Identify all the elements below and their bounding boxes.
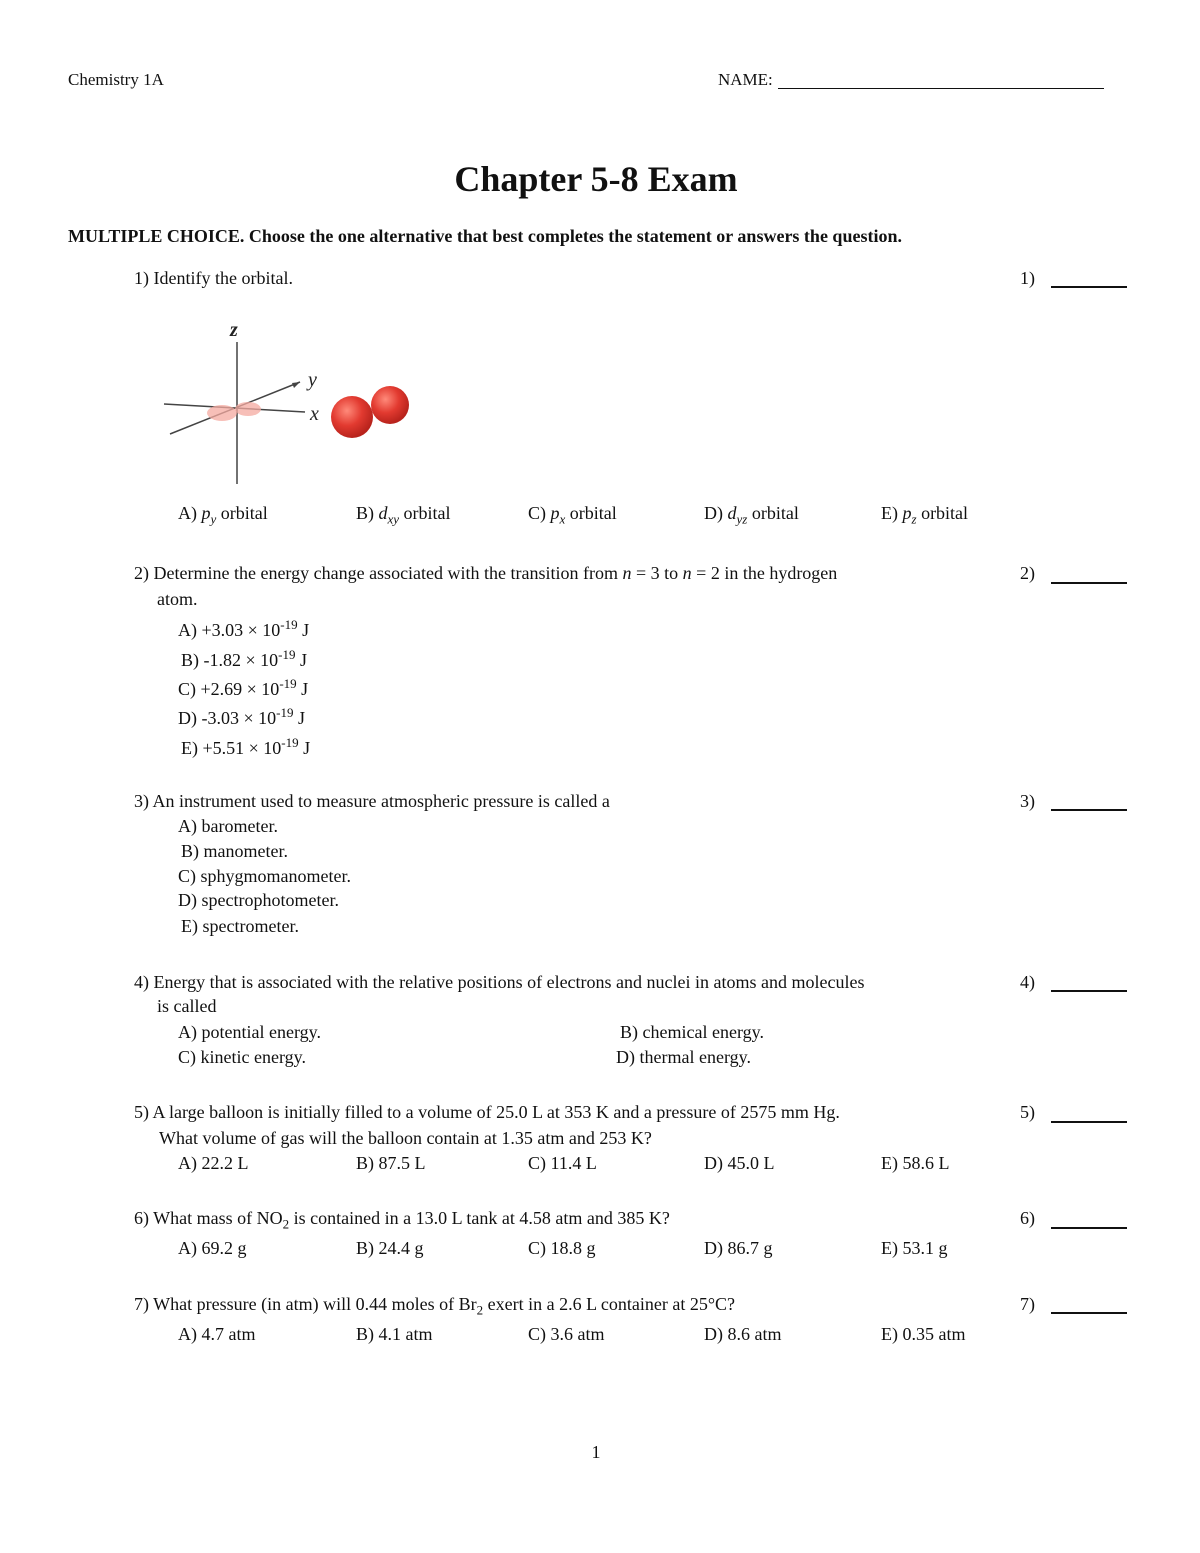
page-number: 1 — [591, 1442, 601, 1462]
instructions: MULTIPLE CHOICE. Choose the one alternative that best completes the statement or answers the question. — [68, 226, 902, 246]
page-title: Chapter 5-8 Exam — [454, 159, 738, 199]
name-label: NAME: — [718, 70, 773, 89]
q2-choice-e: $E) +5.51 \times 10^{-19}$ J — [181, 735, 311, 758]
question-7-number: 7) — [1020, 1294, 1035, 1314]
question-5-text-line2: What volume of gas will the balloon contain at 1.35 atm and 253 K? — [159, 1128, 652, 1148]
q1-choice-a: A) $p_y$ orbital — [178, 503, 268, 527]
q5-choice-d: D) 45.0 L — [704, 1153, 775, 1173]
z-axis-label: z — [230, 319, 238, 341]
question-2-text-line2: atom. — [157, 589, 198, 609]
q2-choice-b: B) $-1.82 \times 10^{-19}$ J — [181, 647, 308, 670]
q1-choice-d: D) $d_{yz}$ orbital — [704, 503, 799, 527]
x-axis-label: x — [310, 403, 319, 425]
q7-choice-b: B) 4.1 atm — [356, 1324, 433, 1344]
q4-choice-d: D) thermal energy. — [616, 1047, 751, 1067]
question-1-number: 1) — [1020, 268, 1035, 288]
question-4-text: 4) Energy that is associated with the relative positions of electrons and nuclei in atoms and molecules — [134, 972, 865, 992]
question-6-number: 6) — [1020, 1208, 1035, 1228]
q5-choice-b: B) 87.5 L — [356, 1153, 426, 1173]
q3-choice-e: E) spectrometer. — [181, 916, 299, 936]
question-1-text: 1) Identify the orbital. — [134, 268, 293, 288]
course-label: Chemistry 1A — [68, 70, 164, 89]
q2-choice-d: D) $-3.03 \times 10^{-19}$ J — [178, 705, 305, 728]
origin-lobe-left — [207, 405, 237, 421]
q6-choice-d: D) 86.7 g — [704, 1238, 773, 1258]
answer-blank-3[interactable] — [1051, 809, 1127, 811]
question-4-number: 4) — [1020, 972, 1035, 992]
question-5-number: 5) — [1020, 1102, 1035, 1122]
question-4-text-line2: is called — [157, 996, 217, 1016]
answer-blank-1[interactable] — [1051, 286, 1127, 288]
answer-blank-6[interactable] — [1051, 1227, 1127, 1229]
q6-choice-a: A) 69.2 g — [178, 1238, 247, 1258]
q3-choice-d: D) spectrophotometer. — [178, 890, 339, 910]
question-6-text: 6) What mass of $NO_2$ is contained in a 13.0 L tank at 4.58 atm and 385 K? — [134, 1208, 670, 1232]
answer-blank-4[interactable] — [1051, 990, 1127, 992]
q3-choice-c: C) sphygmomanometer. — [178, 866, 351, 886]
orbital-lobe-back — [371, 386, 409, 424]
q2-choice-c: $C) +2.69 \times 10^{-19}$ J — [178, 676, 309, 699]
origin-lobe-right — [235, 402, 261, 416]
q6-choice-c: C) 18.8 g — [528, 1238, 596, 1258]
answer-blank-2[interactable] — [1051, 582, 1127, 584]
question-7-text: 7) What pressure (in atm) will 0.44 moles of $Br_2$ exert in a 2.6 L container at 25°C? — [134, 1294, 736, 1318]
q7-choice-a: A) 4.7 atm — [178, 1324, 256, 1344]
q7-choice-c: C) 3.6 atm — [528, 1324, 605, 1344]
q6-choice-e: E) 53.1 g — [881, 1238, 948, 1258]
q5-choice-e: E) 58.6 L — [881, 1153, 950, 1173]
y-axis-label: y — [308, 369, 317, 391]
question-2-text: 2) Determine the energy change associated with the transition from n = 3 to n = 2 in the hydrogen — [134, 563, 838, 583]
q1-choice-e: E) $p_z$ orbital — [881, 503, 969, 527]
q5-choice-a: A) 22.2 L — [178, 1153, 249, 1173]
question-2-number: 2) — [1020, 563, 1035, 583]
q3-choice-b: B) manometer. — [181, 841, 288, 861]
q7-choice-d: D) 8.6 atm — [704, 1324, 782, 1344]
question-5-text: 5) A large balloon is initially filled to a volume of 25.0 L at 353 K and a pressure of 2575 mm Hg. — [134, 1102, 840, 1122]
q4-choice-a: A) potential energy. — [178, 1022, 321, 1042]
question-3-number: 3) — [1020, 791, 1035, 811]
orbital-lobe-front — [331, 396, 373, 438]
q1-choice-b: B) $d_{xy}$ orbital — [356, 503, 451, 527]
q5-choice-c: C) 11.4 L — [528, 1153, 597, 1173]
q6-choice-b: B) 24.4 g — [356, 1238, 424, 1258]
name-field-line[interactable] — [778, 88, 1104, 89]
q4-choice-b: B) chemical energy. — [620, 1022, 764, 1042]
q2-choice-a: $A) +3.03 \times 10^{-19}$ J — [178, 617, 310, 640]
q1-choice-c: C) $p_x$ orbital — [528, 503, 617, 527]
orbital-figure — [160, 314, 420, 490]
q4-choice-c: C) kinetic energy. — [178, 1047, 306, 1067]
q3-choice-a: A) barometer. — [178, 816, 278, 836]
answer-blank-5[interactable] — [1051, 1121, 1127, 1123]
q7-choice-e: E) 0.35 atm — [881, 1324, 966, 1344]
question-3-text: 3) An instrument used to measure atmospheric pressure is called a — [134, 791, 610, 811]
answer-blank-7[interactable] — [1051, 1312, 1127, 1314]
